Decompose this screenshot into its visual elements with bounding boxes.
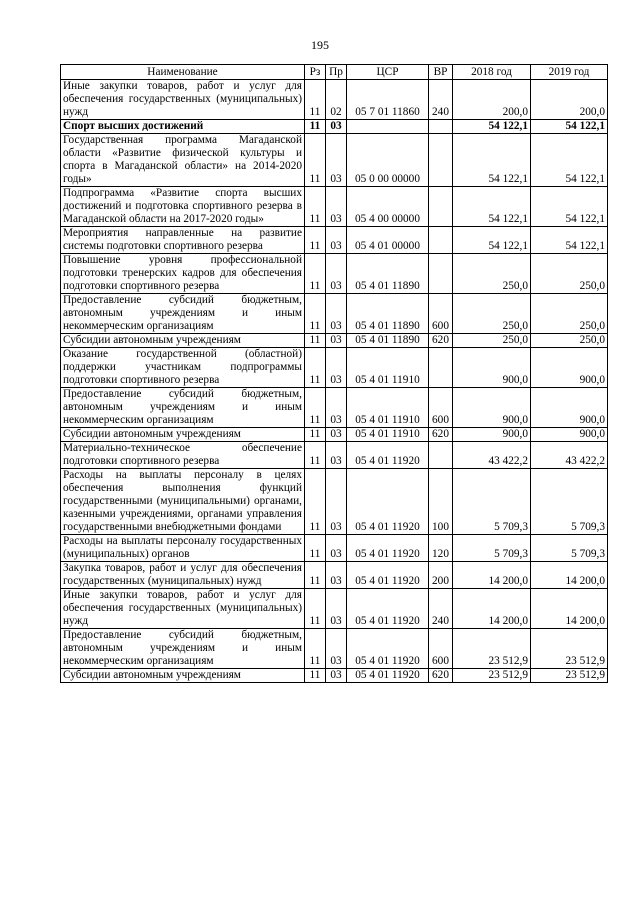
cell-csr: 05 4 01 11890 [347, 334, 429, 348]
table-row [61, 388, 608, 428]
table-row [61, 428, 608, 442]
cell-2018: 14 200,0 [453, 589, 531, 629]
cell-vr: 620 [429, 669, 453, 683]
cell-pr: 03 [326, 442, 347, 469]
table-row [61, 187, 608, 227]
cell-pr: 03 [326, 187, 347, 227]
cell-pr: 03 [326, 629, 347, 669]
cell-2019: 900,0 [531, 388, 608, 428]
cell-2019: 900,0 [531, 348, 608, 388]
cell-2018: 23 512,9 [453, 669, 531, 683]
cell-csr: 05 4 00 00000 [347, 187, 429, 227]
cell-2019: 54 122,1 [531, 227, 608, 254]
table-row [61, 294, 608, 334]
cell-rz: 11 [305, 348, 326, 388]
cell-name: Субсидии автономным учреждениям [61, 428, 305, 442]
cell-2018: 14 200,0 [453, 562, 531, 589]
table-row [61, 134, 608, 187]
cell-pr: 03 [326, 388, 347, 428]
cell-2019: 54 122,1 [531, 120, 608, 134]
cell-rz: 11 [305, 254, 326, 294]
table-row [61, 669, 608, 683]
table-row [61, 442, 608, 469]
cell-csr: 05 4 01 00000 [347, 227, 429, 254]
cell-pr: 02 [326, 80, 347, 120]
cell-2018: 900,0 [453, 348, 531, 388]
cell-vr: 100 [429, 469, 453, 535]
cell-2019: 23 512,9 [531, 629, 608, 669]
cell-rz: 11 [305, 388, 326, 428]
cell-2018: 54 122,1 [453, 187, 531, 227]
cell-rz: 11 [305, 535, 326, 562]
cell-name: Мероприятия направленные на развитие системы подготовки спортивного резерва [61, 227, 305, 254]
cell-vr [429, 134, 453, 187]
cell-pr: 03 [326, 334, 347, 348]
cell-pr: 03 [326, 120, 347, 134]
cell-vr [429, 227, 453, 254]
cell-rz: 11 [305, 294, 326, 334]
cell-vr [429, 120, 453, 134]
table-row [61, 80, 608, 120]
cell-2018: 43 422,2 [453, 442, 531, 469]
budget-table [60, 64, 608, 683]
cell-pr: 03 [326, 562, 347, 589]
cell-2019: 900,0 [531, 428, 608, 442]
table-row [61, 254, 608, 294]
cell-pr: 03 [326, 294, 347, 334]
cell-vr [429, 254, 453, 294]
cell-2019: 250,0 [531, 254, 608, 294]
cell-name: Повышение уровня профессиональной подготовки тренерских кадров для обеспечения подготовки спортивного резерва [61, 254, 305, 294]
cell-pr: 03 [326, 469, 347, 535]
cell-pr: 03 [326, 134, 347, 187]
cell-rz: 11 [305, 134, 326, 187]
cell-rz: 11 [305, 120, 326, 134]
cell-vr: 240 [429, 80, 453, 120]
cell-vr: 240 [429, 589, 453, 629]
header-2018: 2018 год [453, 65, 531, 80]
cell-name: Материально-техническое обеспечение подготовки спортивного резерва [61, 442, 305, 469]
cell-2018: 5 709,3 [453, 469, 531, 535]
header-vr: ВР [429, 65, 453, 80]
cell-2019: 43 422,2 [531, 442, 608, 469]
header-rz: Рз [305, 65, 326, 80]
cell-vr: 120 [429, 535, 453, 562]
cell-2018: 5 709,3 [453, 535, 531, 562]
cell-csr: 05 4 01 11920 [347, 442, 429, 469]
cell-pr: 03 [326, 535, 347, 562]
cell-2018: 54 122,1 [453, 134, 531, 187]
cell-pr: 03 [326, 428, 347, 442]
header-pr: Пр [326, 65, 347, 80]
cell-2018: 250,0 [453, 254, 531, 294]
cell-rz: 11 [305, 187, 326, 227]
cell-csr [347, 120, 429, 134]
cell-2018: 900,0 [453, 388, 531, 428]
cell-name: Спорт высших достижений [61, 120, 305, 134]
cell-csr: 05 4 01 11890 [347, 294, 429, 334]
table-row [61, 348, 608, 388]
cell-2018: 250,0 [453, 334, 531, 348]
cell-rz: 11 [305, 669, 326, 683]
table-header-row [61, 65, 608, 80]
table-row [61, 227, 608, 254]
cell-2019: 14 200,0 [531, 589, 608, 629]
header-name: Наименование [61, 65, 305, 80]
cell-vr: 600 [429, 629, 453, 669]
header-csr: ЦСР [347, 65, 429, 80]
cell-2018: 54 122,1 [453, 227, 531, 254]
cell-csr: 05 4 01 11920 [347, 589, 429, 629]
table-row [61, 589, 608, 629]
cell-csr: 05 4 01 11910 [347, 428, 429, 442]
table-row [61, 629, 608, 669]
table-row [61, 535, 608, 562]
cell-2019: 23 512,9 [531, 669, 608, 683]
cell-vr [429, 348, 453, 388]
cell-rz: 11 [305, 334, 326, 348]
cell-2019: 5 709,3 [531, 469, 608, 535]
cell-csr: 05 4 01 11920 [347, 669, 429, 683]
cell-name: Субсидии автономным учреждениям [61, 334, 305, 348]
cell-name: Оказание государственной (областной) поддержки участникам подпрограммы подготовки спортивного резерва [61, 348, 305, 388]
cell-pr: 03 [326, 227, 347, 254]
cell-2019: 5 709,3 [531, 535, 608, 562]
cell-rz: 11 [305, 442, 326, 469]
cell-name: Предоставление субсидий бюджетным, автономным учреждениям и иным некоммерческим организациям [61, 629, 305, 669]
cell-csr: 05 4 01 11920 [347, 629, 429, 669]
cell-pr: 03 [326, 348, 347, 388]
cell-name: Государственная программа Магаданской области «Развитие физической культуры и спорта в Магаданской области» на 2014-2020 годы» [61, 134, 305, 187]
cell-pr: 03 [326, 669, 347, 683]
cell-2018: 23 512,9 [453, 629, 531, 669]
cell-csr: 05 4 01 11920 [347, 535, 429, 562]
header-2019: 2019 год [531, 65, 608, 80]
table-row [61, 469, 608, 535]
cell-2018: 900,0 [453, 428, 531, 442]
cell-vr: 600 [429, 388, 453, 428]
cell-2019: 250,0 [531, 334, 608, 348]
cell-rz: 11 [305, 80, 326, 120]
cell-2019: 14 200,0 [531, 562, 608, 589]
cell-pr: 03 [326, 254, 347, 294]
table-row [61, 120, 608, 134]
cell-csr: 05 4 01 11920 [347, 562, 429, 589]
cell-2018: 250,0 [453, 294, 531, 334]
cell-2018: 54 122,1 [453, 120, 531, 134]
cell-rz: 11 [305, 589, 326, 629]
cell-csr: 05 4 01 11890 [347, 254, 429, 294]
cell-csr: 05 4 01 11910 [347, 348, 429, 388]
cell-vr: 200 [429, 562, 453, 589]
cell-vr: 620 [429, 428, 453, 442]
cell-rz: 11 [305, 227, 326, 254]
cell-2019: 200,0 [531, 80, 608, 120]
page-number: 195 [311, 38, 329, 52]
cell-2019: 54 122,1 [531, 134, 608, 187]
cell-name: Иные закупки товаров, работ и услуг для обеспечения государственных (муниципальных) нужд [61, 589, 305, 629]
cell-vr [429, 187, 453, 227]
cell-2018: 200,0 [453, 80, 531, 120]
cell-name: Предоставление субсидий бюджетным, автономным учреждениям и иным некоммерческим организациям [61, 294, 305, 334]
cell-2019: 54 122,1 [531, 187, 608, 227]
cell-vr: 620 [429, 334, 453, 348]
cell-name: Подпрограмма «Развитие спорта высших достижений и подготовка спортивного резерва в Магаданской области на 2017-2020 годы» [61, 187, 305, 227]
cell-rz: 11 [305, 629, 326, 669]
cell-name: Закупка товаров, работ и услуг для обеспечения государственных (муниципальных) нужд [61, 562, 305, 589]
cell-name: Предоставление субсидий бюджетным, автономным учреждениям и иным некоммерческим организациям [61, 388, 305, 428]
table-row [61, 562, 608, 589]
table-body [61, 80, 608, 683]
cell-name: Иные закупки товаров, работ и услуг для обеспечения государственных (муниципальных) нужд [61, 80, 305, 120]
cell-name: Субсидии автономным учреждениям [61, 669, 305, 683]
cell-csr: 05 7 01 11860 [347, 80, 429, 120]
cell-csr: 05 4 01 11920 [347, 469, 429, 535]
cell-pr: 03 [326, 589, 347, 629]
table-row [61, 334, 608, 348]
cell-rz: 11 [305, 428, 326, 442]
cell-csr: 05 0 00 00000 [347, 134, 429, 187]
cell-name: Расходы на выплаты персоналу в целях обеспечения выполнения функций государственными (муниципальными) органами, казенными учреждениями, органами управления государственными внебюджетными фондами [61, 469, 305, 535]
cell-name: Расходы на выплаты персоналу государственных (муниципальных) органов [61, 535, 305, 562]
cell-csr: 05 4 01 11910 [347, 388, 429, 428]
cell-rz: 11 [305, 469, 326, 535]
cell-2019: 250,0 [531, 294, 608, 334]
cell-rz: 11 [305, 562, 326, 589]
cell-vr [429, 442, 453, 469]
cell-vr: 600 [429, 294, 453, 334]
